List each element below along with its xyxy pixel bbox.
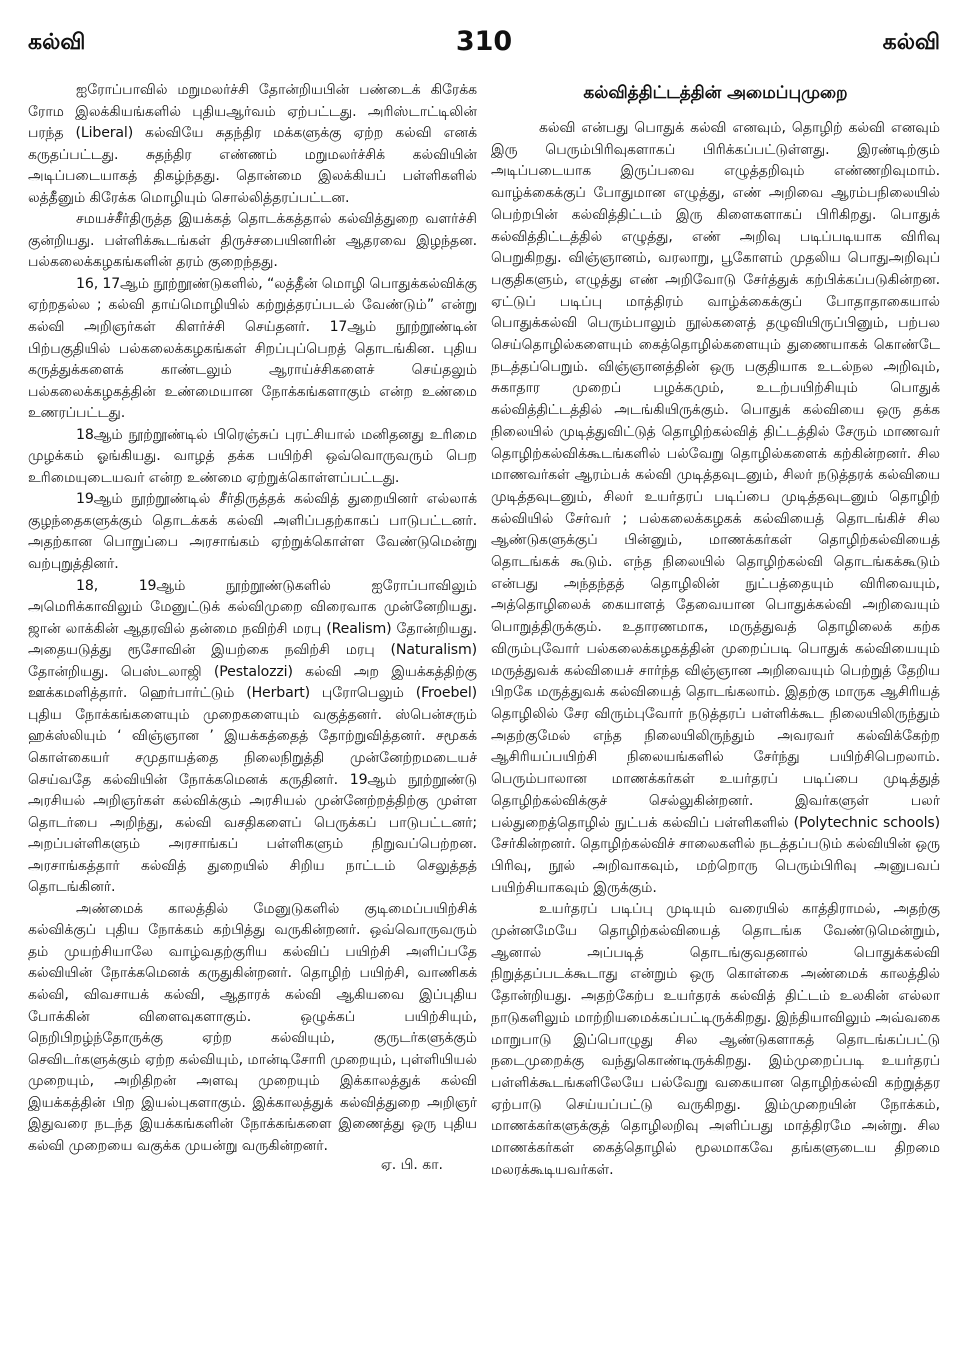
author-signature: ஏ. பி. கா. [380, 1157, 443, 1174]
paragraph: உயர்தரப் படிப்பு முடியும் வரையில் காத்திராமல், அதற்கு முன்னமேயே தொழிற்கல்வியைத் தொடங்க வேண்டுமென்றும், ஆனால் அப்படித் தொடங்குவதனால் பொதுக்கல்வி நிறுத்தப்படக்கூடாது என்றும் ஒரு கொள்கை அண்மைக் காலத்தில் தோன்றியது. அதற்கேற்ப உயர்தரக் கல்வித் திட்டம் உலகின் எல்லா நாடுகளிலும் மாற்றியமைக்கப்பட்டிருக்கிறது. இந்தியாவிலும் அவ்வகை மாறுபாடு இப்பொழுது சில ஆண்டுகளாகத் தொடங்கப்பட்டு நடைமுறைக்கு வந்துகொண்டிருக்கிறது. இம்முறைப்படி உயர்தரப் பள்ளிக்கூடங்களிலேயே பல்வேறு வகையான தொழிற்கல்வி கற்றுத்தர ஏற்பாடு செய்யப்பட்டு வருகிறது. இம்முறையின் நோக்கம், மாணக்கர்களுக்குத் தொழிலறிவு அளிப்பது மாத்திரமே அன்று. சில மாணக்கர்கள் கைத்தொழில் மூலமாகவே தங்களுடைய திறமை மலரக்கூடியவர்கள். [491, 901, 940, 1178]
paragraph: 16, 17ஆம் நூற்றூண்டுகளில், “லத்தீன் மொழி பொதுக்கல்விக்கு ஏற்றதல்ல ; கல்வி தாய்மொழியில் கற்றுத்தரப்படல் வேண்டும்” என்று கல்வி அறிஞர்கள் கிளர்ச்சி செய்தனர். 17ஆம் நூற்றூண்டின் பிற்பகுதியில் பல்கலைக்கழகங்கள் சிறப்புப்பெறத் தொடங்கின. புதிய கருத்துக்களைக் காண்டலும் ஆராய்ச்சிகளைச் செய்தலும் பல்கலைக்கழகத்தின் உண்மையான நோக்கங்களாகும் என்ற உண்மை உணரப்பட்டது. [28, 275, 477, 422]
running-head-right: கல்வி [882, 30, 940, 55]
two-column-body [28, 80, 940, 1181]
running-head-left: கல்வி [28, 30, 86, 55]
paragraph: கல்வி என்பது பொதுக் கல்வி எனவும், தொழிற் கல்வி எனவும் இரு பெரும்பிரிவுகளாகப் பிரிக்கப்பட்டுள்ளது. இரண்டிற்கும் அடிப்படையாக இருப்பவை எழுத்தறிவும் எண்ணறிவுமாம். வாழ்க்கைக்குப் போதுமான எழுத்து, எண் அறிவை ஆரம்பநிலையில் பெற்றபின் கல்வித்திட்டம் இரு கிளைகளாகப் பிரிகிறது. பொதுக் கல்வித்திட்டத்தில் எழுத்து, எண் அறிவு படிப்படியாக விரிவு பெறுகிறது. விஞ்ஞானம், வரலாறு, பூகோளம் முதலிய பொதுஅறிவுப் பகுதிகளும், எழுத்து எண் அறிவோடு சேர்த்துக் கற்பிக்கப்படுகின்றன. ஏட்டுப் படிப்பு மாத்திரம் வாழ்க்கைக்குப் போதாதாகையால் பொதுக்கல்வி பெரும்பாலும் நூல்களைத் தழுவியிருப்பினும், பற்பல செய்தொழில்களையும் கைத்தொழில்களையும் துணையாகக் கொண்டே நடத்தப்பெறும். விஞ்ஞானத்தின் ஒரு பகுதியாக உடல்நல அறிவும், சுகாதார முறைப் பழக்கமும், உடற்பயிற்சியும் பொதுக் கல்வித்திட்டத்தில் அடங்கியிருக்கும். பொதுக் கல்வியை ஒரு தக்க நிலையில் முடித்துவிட்டுத் தொழிற்கல்வித் திட்டத்தில் சேரும் மாணவர் தொழிற்கல்விக்கூடங்களில் பல்வேறு தொழில்களைக் கற்கின்றனர். சில மாணவர்கள் ஆரம்பக் கல்வி முடித்தவுடனும், சிலர் நடுத்தரக் கல்வியை முடித்தவுடனும், சிலர் உயர்தரப் படிப்பை முடித்தவுடனும் தொழிற் கல்வியில் சேர்வர் ; பல்கலைக்கழகக் கல்வியைத் தொடங்கிச் சில ஆண்டுகளுக்குப் பின்னும், மாணக்கர்கள் தொழிற்கல்வியைத் தொடங்கக் கூடும். எந்த நிலையில் தொழிற்கல்வி தொடங்கக்கூடும் என்பது அந்தந்தத் தொழிலின் நுட்பத்தையும் விரிவையும், அத்தொழிலைக் கையாளத் தேவையான பொதுக்கல்வி அறிவையும் பொறுத்திருக்கும். உதாரணமாக, மருத்துவத் தொழிலைக் கற்க விரும்புவோர் பல்கலைக்கழகத்தின் முறைப்படி பொதுக் கல்வியையும் மருத்துவக் கல்வியைச் சார்ந்த விஞ்ஞான அறிவையும் பெற்றுத் தேறிய பிறகே மருத்துவக் கல்வியைத் தொடங்கலாம். இதற்கு மாருக ஆசிரியத் தொழிலில் சேர விரும்புவோர் நடுத்தரப் பள்ளிக்கூட நிலையிலிருந்தும் அதற்குமேல் எந்த நிலையிலிருந்தும் அவரவர் கல்விக்கேற்ற ஆசிரியப்பயிற்சி நிலையங்களில் சேர்ந்து பயிற்சிபெறலாம். பெரும்பாலான மாணக்கர்கள் உயர்தரப் படிப்பை முடித்துத் தொழிற்கல்விக்குச் செல்லுகின்றனர். இவர்களுள் பலர் பல்துறைத்தொழில் நுட்பக் கல்விப் பள்ளிகளில் (Polytechnic schools) சேர்கின்றனர். தொழிற்கல்விச் சாலைகளில் நடத்தப்படும் கல்வியின் ஒரு பிரிவு, நூல் அறிவாகவும், மற்றொரு பெரும்பிரிவு அனுபவப் பயிற்சியாகவும் இருக்கும். [491, 120, 940, 896]
page-number: 310 [455, 26, 513, 57]
left-column [28, 80, 477, 1181]
paragraph: அண்மைக் காலத்தில் மேனுடுகளில் குடிமைப்பயிற்சிக் கல்விக்குப் புதிய நோக்கம் கற்பித்து வருகின்றனர். ஒவ்வொருவரும் தம் முயற்சியாலே வாழ்வதற்குரிய கல்விப் பயிற்சி அளிப்பதே கல்வியின் நோக்கமெனக் கருதுகின்றனர். தொழிற் பயிற்சி, வாணிகக் கல்வி, விவசாயக் கல்வி, ஆதாரக் கல்வி ஆகியவை இப்புதிய போக்கின் விளைவுகளாகும். ஒழுக்கப் பயிற்சியும், நெறிபிறழ்ந்தோருக்கு ஏற்ற கல்வியும், குருடர்களுக்கும் செவிடர்களுக்கும் ஏற்ற கல்வியும், மான்டிசோரி முறையும், புள்ளியியல் முறையும், அறிதிறன் அளவு முறையும் இக்காலத்துக் கல்வி இயக்கத்தின் பிற இயல்புகளாகும். இக்காலத்துக் கல்வித்துறை அறிஞர் இதுவரை நடந்த இயக்கங்களின் நோக்கங்களை இணைத்து ஒரு புதிய கல்வி முறையை வகுக்க முயன்று வருகின்றனர். [28, 900, 477, 1154]
right-column [491, 80, 940, 1181]
section-title: கல்வித்திட்டத்தின் அமைப்புமுறை [583, 83, 848, 103]
paragraph: 18ஆம் நூற்றூண்டில் பிரெஞ்சுப் புரட்சியால் மனிதனது உரிமை முழக்கம் ஓங்கியது. வாழத் தக்க பயிற்சி ஒவ்வொருவரும் பெற உரிமையுடையவர் என்ற உண்மை ஏற்றுக்கொள்ளப்பட்டது. [28, 426, 477, 486]
paragraph: 19ஆம் நூற்றூண்டில் சீர்திருத்தக் கல்வித் துறையினர் எல்லாக் குழந்தைகளுக்கும் தொடக்கக் கல்வி அளிப்பதற்காகப் பாடுபட்டனர். அதற்கான பொறுப்பை அரசாங்கம் ஏற்றுக்கொள்ள வேண்டுமென்று வற்புறுத்தினர். [28, 491, 477, 573]
running-head [28, 26, 940, 66]
paragraph: 18, 19ஆம் நூற்றூண்டுகளில் ஐரோப்பாவிலும் அமெரிக்காவிலும் மேனுட்டுக் கல்விமுறை விரைவாக முன்னேறியது. ஜான் லாக்கின் ஆதரவில் தன்மை நவிற்சி மரபு (Realism) தோன்றியது. அதையடுத்து ரூசோவின் இயற்கை நவிற்சி மரபு (Naturalism) தோன்றியது. பெஸ்டலாஜி (Pestalozzi) கல்வி அற இயக்கத்திற்கு ஊக்கமளித்தார். ஹெர்பார்ட்டும் (Herbart) புரோபெலும் (Froebel) புதிய நோக்கங்களையும் முறைகளையும் வகுத்தனர். ஸ்பென்சரும் ஹக்ஸ்லியும் ‘ விஞ்ஞான ’ இயக்கத்தைத் தோற்றுவித்தனர். சமூகக் கொள்கையர் சமுதாயத்தை நிலைநிறுத்தி முன்னேற்றமடையச் செய்வதே கல்வியின் நோக்கமெனக் கருதினர். 19ஆம் நூற்றூண்டு அரசியல் அறிஞர்கள் கல்விக்கும் அரசியல் முன்னேற்றத்திற்கு முள்ள தொடர்பை அறிந்து, கல்வி வசதிகளைப் பெருக்கப் பாடுபட்டனர்; அறப்பள்ளிகளும் அரசாங்கப் பள்ளிகளும் நிறுவப்பெற்றன. அரசாங்கத்தார் கல்வித் துறையில் சிறிய நாட்டம் செலுத்தத் தொடங்கினர். [28, 577, 477, 896]
paragraph: சமயச்சீர்திருத்த இயக்கத் தொடக்கத்தால் கல்வித்துறை வளர்ச்சி குன்றியது. பள்ளிக்கூடங்கள் திருச்சபையினரின் ஆதரவை இழந்தன. பல்கலைக்கழகங்களின் தரம் குறைந்தது. [28, 211, 477, 271]
paragraph: ஐரோப்பாவில் மறுமலர்ச்சி தோன்றியபின் பண்டைக் கிரேக்க ரோம இலக்கியங்களில் புதியஆர்வம் ஏற்பட்டது. அரிஸ்டாட்டிலின் பரந்த (Liberal) கல்வியே சுதந்திர மக்களுக்கு ஏற்ற கல்வி எனக் கருதப்பட்டது. சுதந்திர எண்ணம் மறுமலர்ச்சிக் கல்வியின் அடிப்படையாகத் திகழ்ந்தது. தொன்மை இலக்கியப் பள்ளிகளில் லத்தீனும் கிரேக்க மொழியும் சொல்லித்தரப்பட்டன. [28, 82, 477, 206]
